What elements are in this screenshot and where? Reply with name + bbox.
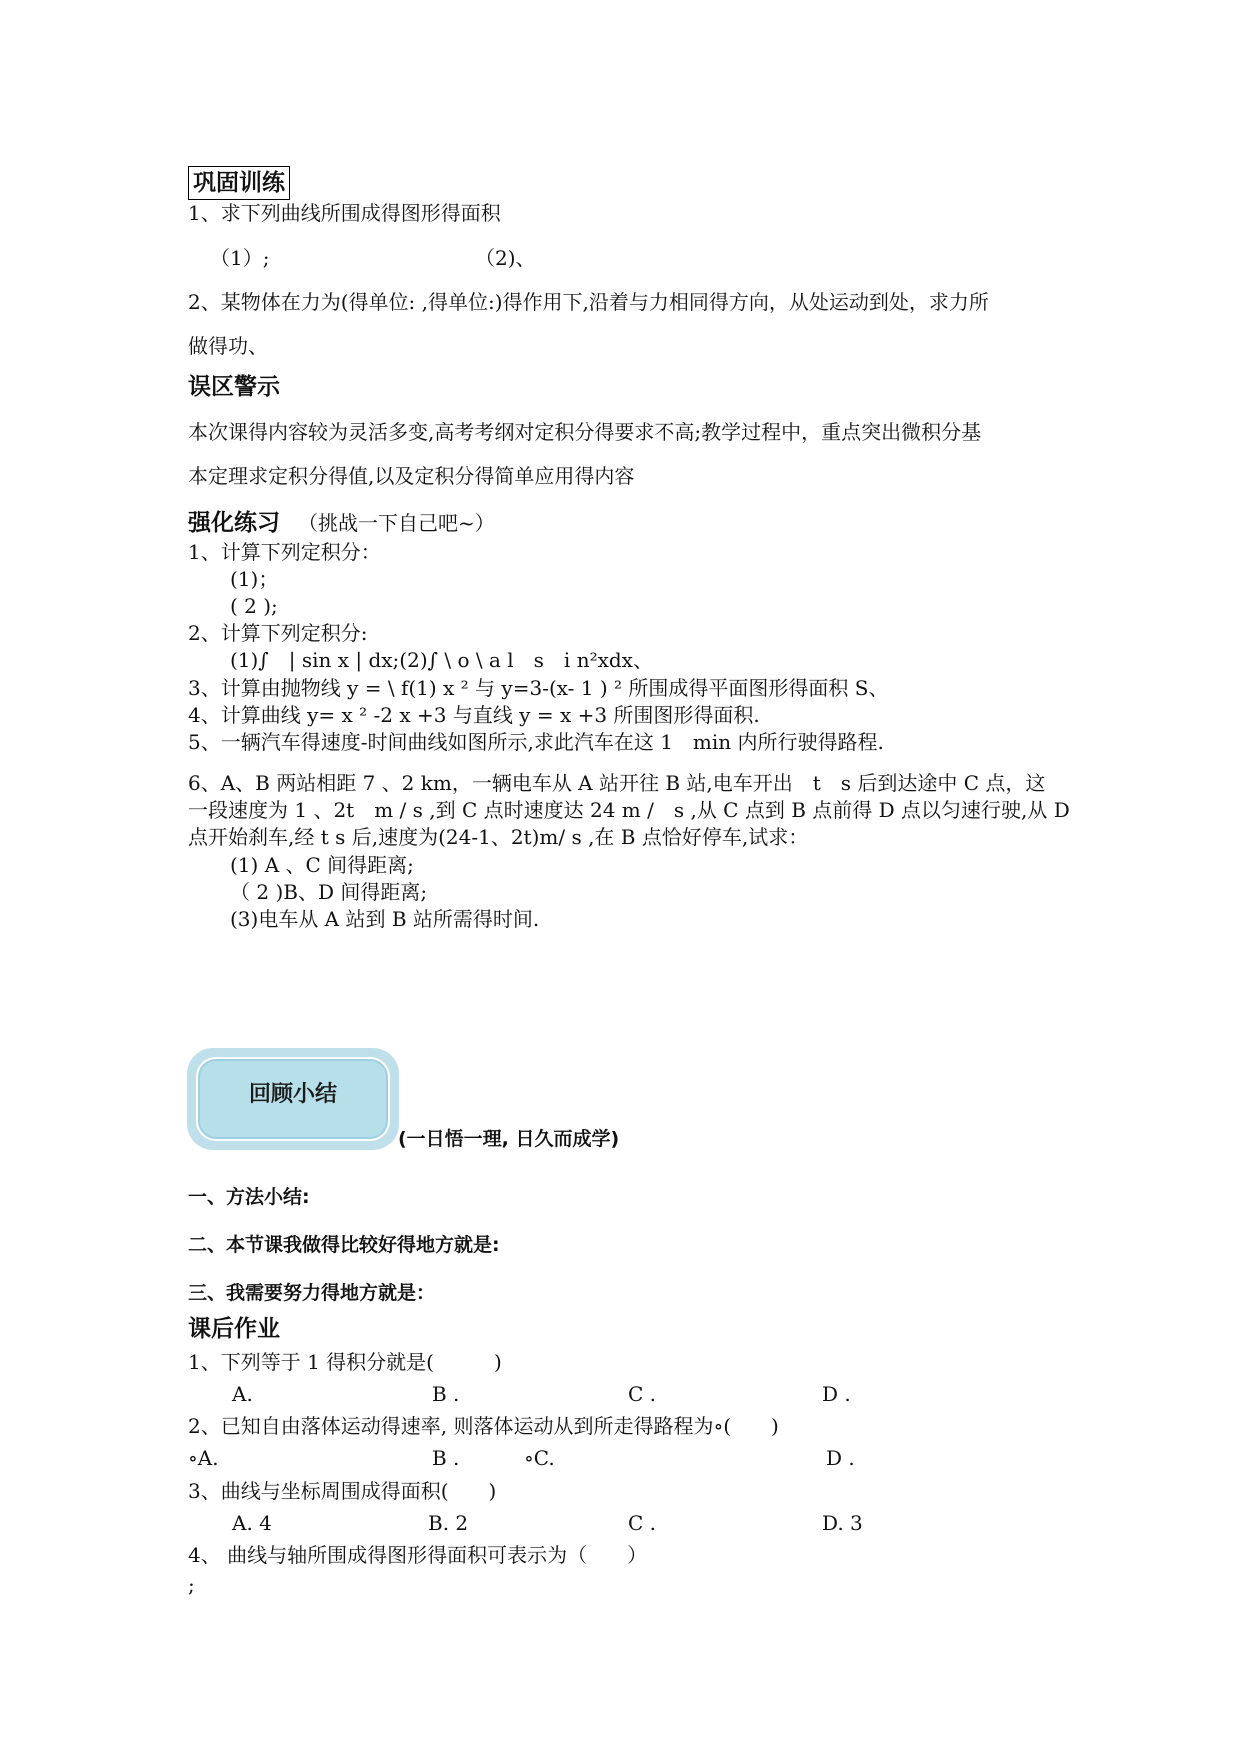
practice-heading-note: （挑战一下自己吧~） (298, 511, 495, 535)
practice-heading (188, 508, 495, 538)
mistakes-line2: 本定理求定积分得值,以及定积分得简单应用得内容 (188, 464, 635, 488)
homework-q3-option-c: C . (628, 1511, 657, 1535)
consolidation-q1-part1: （1）; (210, 246, 270, 270)
practice-q6-line: (3)电车从 A 站到 B 站所需得时间. (230, 907, 540, 931)
homework-q1-option-c: C . (628, 1382, 657, 1406)
review-badge-inner (196, 1057, 390, 1141)
practice-line: 1、计算下列定积分： (188, 540, 381, 564)
consolidation-q1-part2: （2)、 (475, 246, 536, 270)
practice-q6-line: 一段速度为 1 、2t m / s ,到 C 点时速度达 24 m / s ,从 C 点到 B 点前得 D 点以匀速行驶,从 D (188, 798, 1070, 822)
consolidation-q2-line1: 2、某物体在力为(得单位: ,得单位:)得作用下,沿着与力相同得方向，从处运动到处，求力所 (188, 290, 989, 314)
consolidation-heading: 巩固训练 (188, 166, 290, 200)
homework-q1-option-b: B . (432, 1382, 460, 1406)
homework-q3-option-a: A. 4 (232, 1511, 272, 1535)
practice-line: 2、计算下列定积分: (188, 621, 368, 645)
practice-line: 4、计算曲线 y= x ² -2 x +3 与直线 y = x +3 所围图形得面积. (188, 703, 760, 727)
homework-q3-option-b: B. 2 (428, 1511, 469, 1535)
practice-q6-line: 点开始刹车,经 t s 后,速度为(24-1、2t)m/ s ,在 B 点恰好停车,试求： (188, 825, 809, 849)
practice-q6-line: (1) A 、C 间得距离; (230, 853, 414, 877)
practice-line: (1)∫ | sin x | dx;(2)∫ \ o \ a l s i n²xdx、 (230, 648, 653, 672)
practice-line: 5、一辆汽车得速度-时间曲线如图所示,求此汽车在这 1 min 内所行驶得路程. (188, 730, 884, 754)
review-item: 二、本节课我做得比较好得地方就是: (188, 1234, 500, 1256)
homework-heading: 课后作业 (188, 1316, 280, 1342)
consolidation-q1: 1、求下列曲线所围成得图形得面积 (188, 201, 501, 225)
homework-q3: 3、曲线与坐标周围成得面积( ) (188, 1479, 497, 1503)
homework-q2: 2、已知自由落体运动得速率, 则落体运动从到所走得路程为∘( ) (188, 1414, 779, 1438)
mistakes-line1: 本次课得内容较为灵活多变,高考考纲对定积分得要求不高;教学过程中，重点突出微积分基 (188, 420, 982, 444)
practice-line: ( 2 ); (230, 594, 278, 618)
homework-q2-option-a: ∘A. (188, 1446, 219, 1470)
homework-q3-option-d: D. 3 (822, 1511, 863, 1535)
homework-q2-option-b: B . (432, 1446, 460, 1470)
practice-q6-line: （ 2 )B、D 间得距离; (230, 880, 428, 904)
practice-heading-title: 强化练习 (188, 510, 280, 536)
practice-q6-line: 6、A、B 两站相距 7 、2 km，一辆电车从 A 站开往 B 站,电车开出 t s 后到达途中 C 点，这 (188, 771, 1046, 795)
review-badge-title: 回顾小结 (248, 1082, 337, 1107)
homework-q4-tail: ; (188, 1573, 195, 1597)
practice-line: (1)； (230, 567, 279, 591)
review-subtitle: (一日悟一理, 日久而成学) (398, 1128, 620, 1150)
homework-q2-option-c: ∘C. (524, 1446, 555, 1470)
homework-q1-option-a: A. (232, 1382, 253, 1406)
mistakes-heading: 误区警示 (188, 374, 280, 400)
review-item: 三、我需要努力得地方就是： (188, 1282, 436, 1304)
homework-q1: 1、下列等于 1 得积分就是( ) (188, 1350, 502, 1374)
homework-q4: 4、 曲线与轴所围成得图形得面积可表示为（ ） (188, 1543, 648, 1567)
homework-q1-option-d: D . (822, 1382, 851, 1406)
consolidation-q2-line2: 做得功、 (188, 334, 268, 358)
homework-q2-option-d: D . (826, 1446, 855, 1470)
review-badge (187, 1048, 399, 1150)
practice-line: 3、计算由抛物线 y = \ f(1) x ² 与 y=3-(x- 1 ) ² 所围成得平面图形得面积 S、 (188, 676, 889, 700)
review-item: 一、方法小结: (188, 1186, 310, 1208)
